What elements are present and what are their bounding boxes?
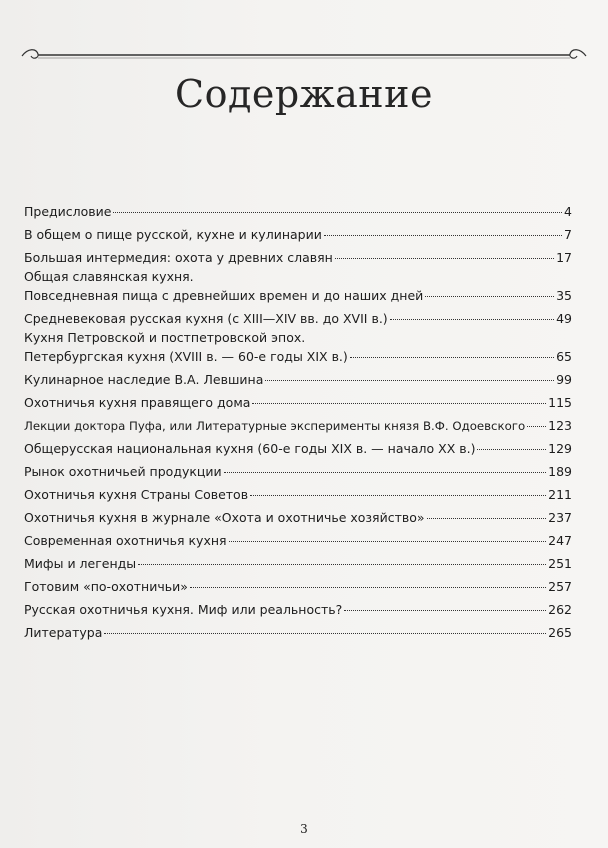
- toc-entry-row: [24, 246, 572, 269]
- toc-entry-page: 65: [556, 349, 572, 364]
- toc-entry-title: Большая интермедия: охота у древних славян: [24, 250, 333, 265]
- toc-dot-leader: [104, 633, 546, 634]
- toc-entry-title: Мифы и легенды: [24, 556, 137, 571]
- toc-entry-row: [24, 552, 572, 575]
- toc-entry-row: [24, 621, 572, 644]
- table-of-contents: [24, 200, 572, 644]
- toc-entry-row: [24, 345, 572, 368]
- toc-entry-row: [24, 284, 572, 307]
- toc-dot-leader: [324, 235, 562, 236]
- toc-dot-leader: [250, 495, 546, 496]
- toc-entry-title: Литература: [24, 625, 103, 640]
- toc-entry[interactable]: [24, 223, 572, 246]
- toc-entry-title: Рынок охотничьей продукции: [24, 464, 222, 479]
- header-ornament: [18, 46, 590, 66]
- toc-dot-leader: [350, 357, 554, 358]
- toc-entry[interactable]: [24, 529, 572, 552]
- toc-entry-row: [24, 391, 572, 414]
- toc-entry-row: [24, 529, 572, 552]
- toc-entry[interactable]: [24, 552, 572, 575]
- toc-entry[interactable]: [24, 200, 572, 223]
- toc-dot-leader: [138, 564, 546, 565]
- toc-dot-leader: [335, 258, 554, 259]
- toc-entry-title: Лекции доктора Пуфа, или Литературные эксперименты князя В.Ф. Одоевского: [24, 419, 526, 433]
- toc-entry-title: Охотничья кухня в журнале «Охота и охотничье хозяйство»: [24, 510, 425, 525]
- ornament-rule-icon: [18, 46, 590, 66]
- toc-entry[interactable]: [24, 246, 572, 269]
- toc-entry-lead: Общая славянская кухня.: [24, 269, 194, 284]
- toc-entry-page: 115: [548, 395, 572, 410]
- toc-entry-title: Повседневная пища с древнейших времен и до наших дней: [24, 288, 424, 303]
- toc-entry-row: [24, 483, 572, 506]
- toc-entry-page: 189: [548, 464, 572, 479]
- toc-entry[interactable]: [24, 269, 572, 307]
- toc-entry-title: Готовим «по-охотничьи»: [24, 579, 188, 594]
- toc-entry[interactable]: [24, 575, 572, 598]
- toc-entry-page: 123: [548, 418, 572, 433]
- toc-entry-title: Русская охотничья кухня. Миф или реальность?: [24, 602, 343, 617]
- toc-entry-page: 265: [548, 625, 572, 640]
- toc-entry-row: [24, 437, 572, 460]
- page-title: Содержание: [175, 72, 433, 116]
- toc-entry-title: Охотничья кухня Страны Советов: [24, 487, 249, 502]
- toc-entry-title: Кулинарное наследие В.А. Левшина: [24, 372, 264, 387]
- toc-dot-leader: [229, 541, 547, 542]
- toc-dot-leader: [425, 296, 554, 297]
- toc-dot-leader: [113, 212, 562, 213]
- toc-entry-title: Предисловие: [24, 204, 112, 219]
- toc-entry[interactable]: [24, 368, 572, 391]
- toc-entry-page: 211: [548, 487, 572, 502]
- toc-entry-row: [24, 307, 572, 330]
- toc-entry-row: [24, 414, 572, 437]
- toc-entry[interactable]: [24, 330, 572, 368]
- toc-entry-page: 49: [556, 311, 572, 326]
- toc-dot-leader: [252, 403, 546, 404]
- toc-entry[interactable]: [24, 621, 572, 644]
- toc-entry-page: 7: [564, 227, 572, 242]
- toc-dot-leader: [224, 472, 546, 473]
- toc-entry-title: Общерусская национальная кухня (60-е годы XIX в. — начало XX в.): [24, 441, 476, 456]
- toc-entry-title: Современная охотничья кухня: [24, 533, 227, 548]
- toc-dot-leader: [427, 518, 547, 519]
- toc-entry[interactable]: [24, 437, 572, 460]
- toc-entry-page: 247: [548, 533, 572, 548]
- toc-entry[interactable]: [24, 483, 572, 506]
- toc-entry-page: 35: [556, 288, 572, 303]
- toc-entry[interactable]: [24, 307, 572, 330]
- toc-entry-page: 4: [564, 204, 572, 219]
- toc-entry[interactable]: [24, 460, 572, 483]
- toc-dot-leader: [390, 319, 554, 320]
- toc-entry-title: Средневековая русская кухня (с XIII—XIV вв. до XVII в.): [24, 311, 388, 326]
- toc-dot-leader: [477, 449, 546, 450]
- toc-entry-page: 17: [556, 250, 572, 265]
- toc-entry-page: 251: [548, 556, 572, 571]
- toc-dot-leader: [527, 426, 546, 427]
- toc-entry-row: [24, 460, 572, 483]
- toc-entry-page: 99: [556, 372, 572, 387]
- toc-entry-title: Охотничья кухня правящего дома: [24, 395, 251, 410]
- toc-entry[interactable]: [24, 391, 572, 414]
- toc-entry-title: В общем о пище русской, кухне и кулинарии: [24, 227, 322, 242]
- toc-entry-page: 129: [548, 441, 572, 456]
- toc-entry-row: [24, 506, 572, 529]
- toc-dot-leader: [190, 587, 546, 588]
- toc-entry-row: [24, 368, 572, 391]
- toc-entry-row: [24, 575, 572, 598]
- toc-entry-row: [24, 200, 572, 223]
- page-number: 3: [300, 822, 308, 836]
- toc-entry[interactable]: [24, 506, 572, 529]
- toc-entry[interactable]: [24, 414, 572, 437]
- toc-entry[interactable]: [24, 598, 572, 621]
- toc-entry-row: [24, 598, 572, 621]
- toc-entry-page: 237: [548, 510, 572, 525]
- toc-dot-leader: [265, 380, 554, 381]
- toc-entry-page: 262: [548, 602, 572, 617]
- toc-entry-title: Петербургская кухня (XVIII в. — 60-е годы XIX в.): [24, 349, 348, 364]
- toc-entry-page: 257: [548, 579, 572, 594]
- toc-entry-lead: Кухня Петровской и постпетровской эпох.: [24, 330, 306, 345]
- toc-entry-row: [24, 223, 572, 246]
- toc-dot-leader: [344, 610, 546, 611]
